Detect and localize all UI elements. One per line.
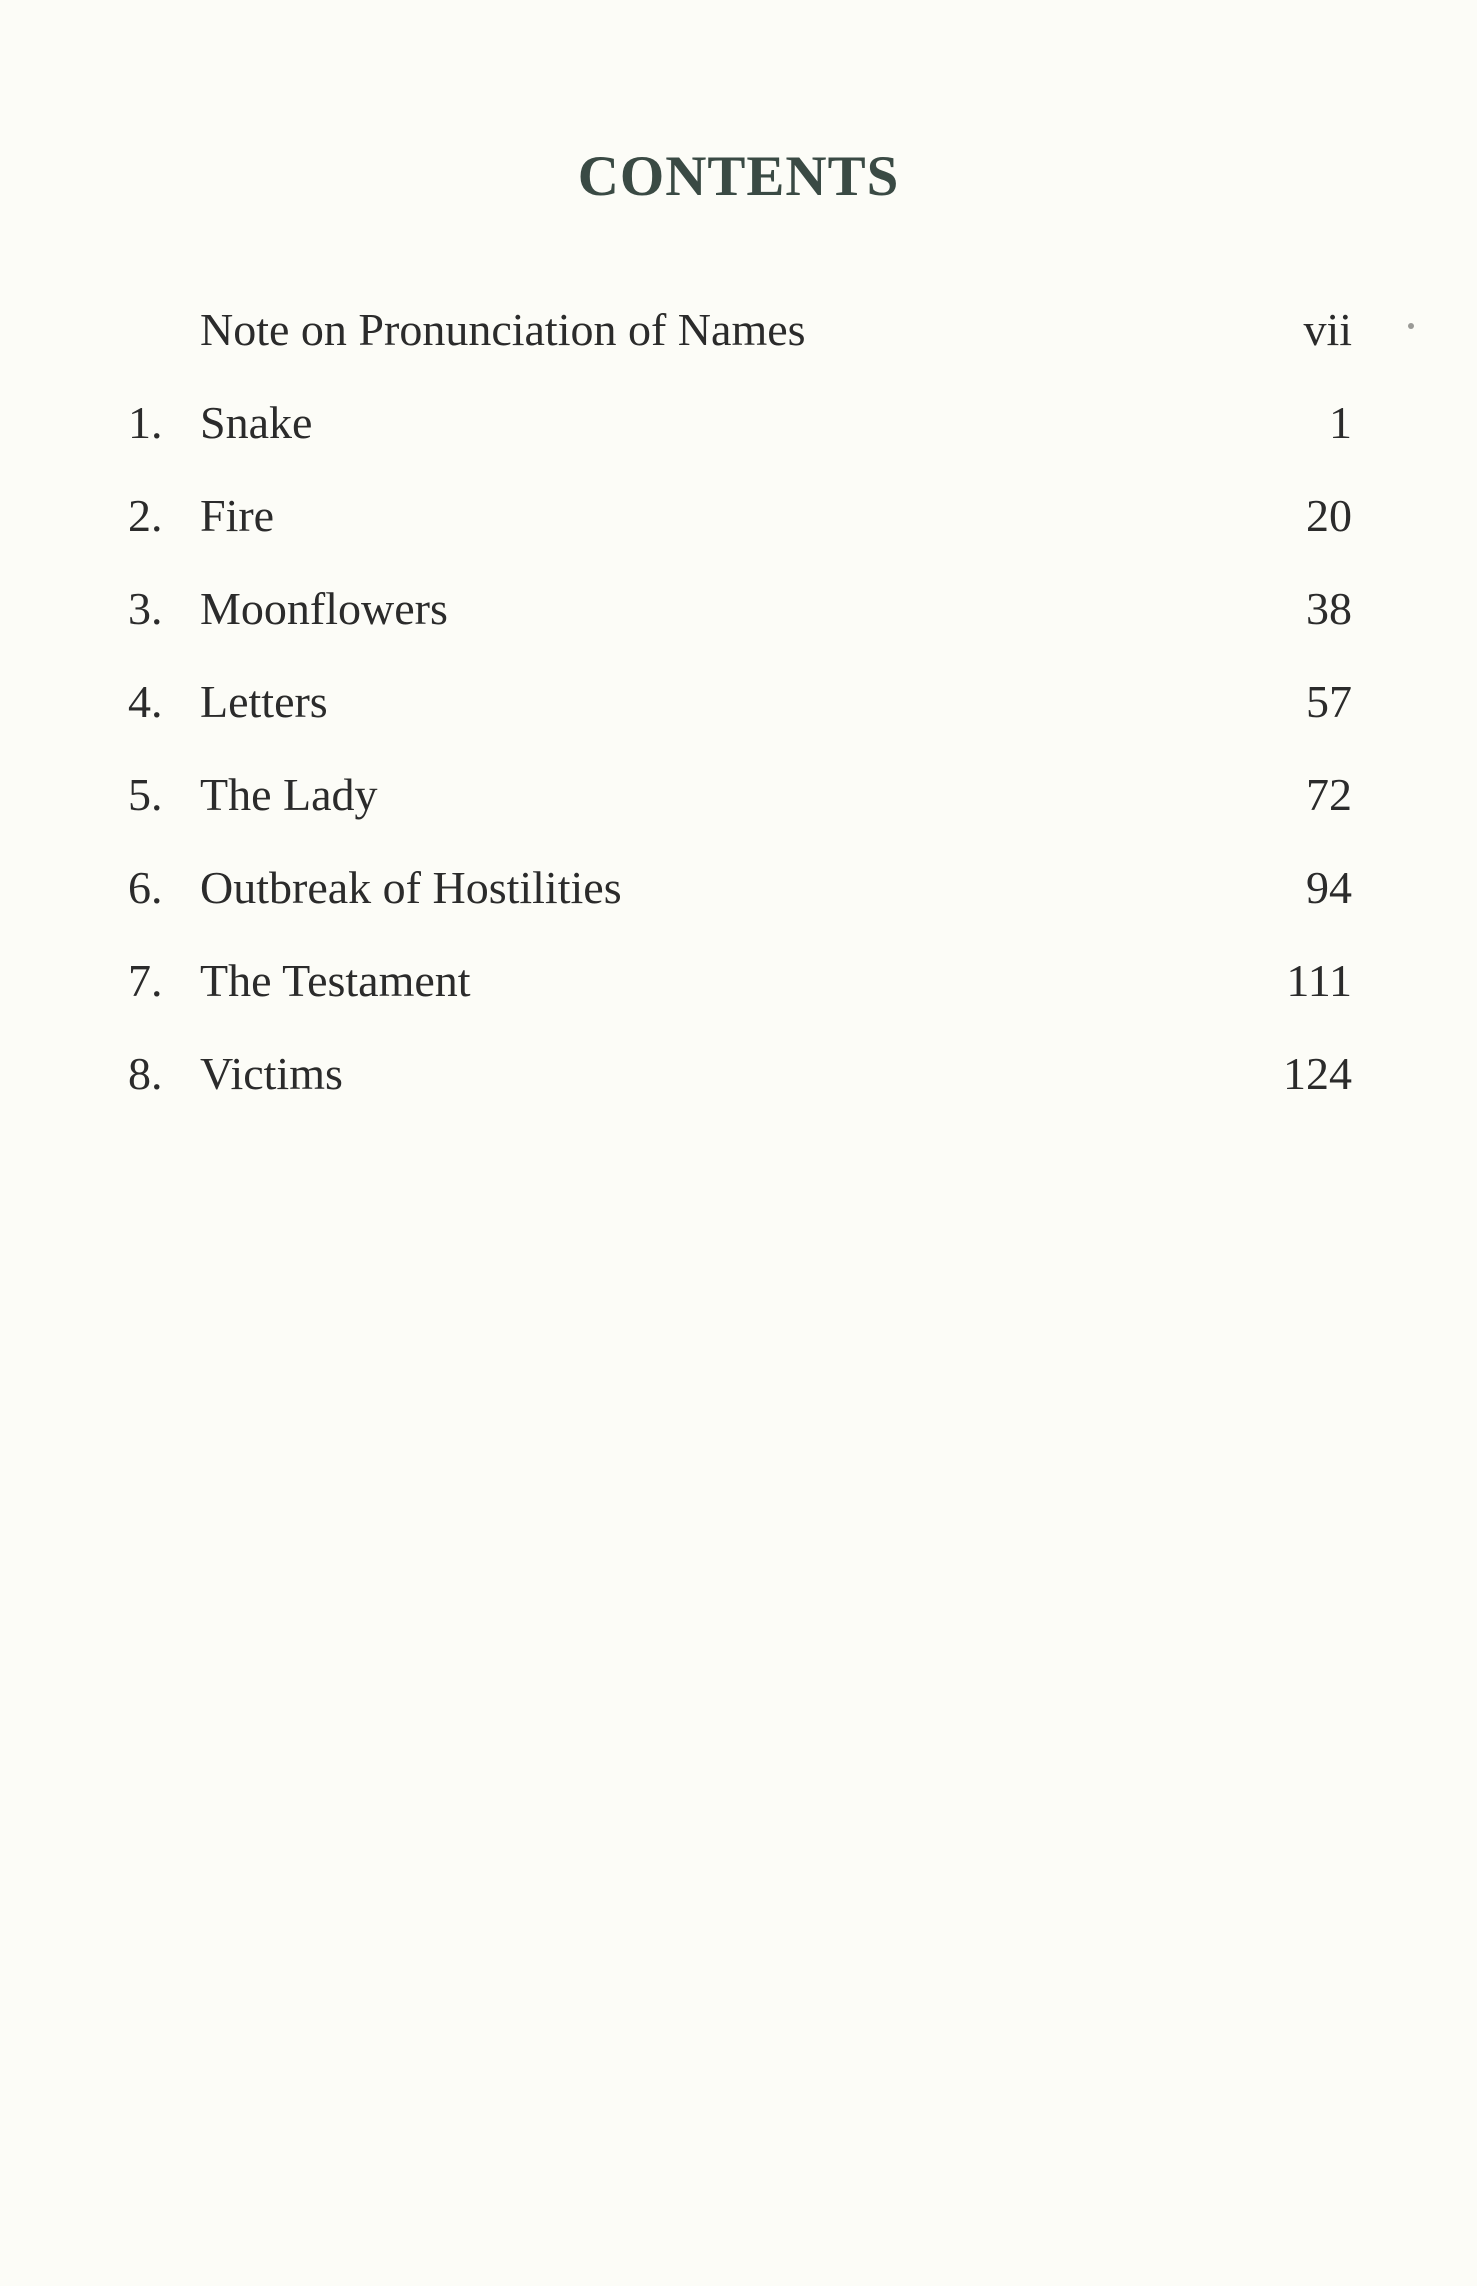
toc-entry-number: 6. xyxy=(128,862,163,913)
toc-entry-number: 1. xyxy=(128,397,163,448)
toc-entry-7 xyxy=(0,946,1477,1016)
scan-speck xyxy=(1408,323,1414,329)
toc-entry-page: 124 xyxy=(1283,1048,1352,1099)
toc-entry-4 xyxy=(0,667,1477,737)
toc-entry-page: vii xyxy=(1303,304,1352,355)
toc-entry-3 xyxy=(0,574,1477,644)
toc-entry-title: Victims xyxy=(200,1048,343,1099)
toc-entry-title: Outbreak of Hostilities xyxy=(200,862,622,913)
toc-entry-title: Snake xyxy=(200,397,313,448)
page-title: CONTENTS xyxy=(577,145,900,208)
toc-entry-number: 3. xyxy=(128,583,163,634)
toc-entry-2 xyxy=(0,481,1477,551)
toc-entry-page: 38 xyxy=(1306,583,1352,634)
toc-entry-number: 2. xyxy=(128,490,163,541)
toc-entry-page: 94 xyxy=(1306,862,1352,913)
toc-entry-note xyxy=(0,295,1477,365)
toc-entry-page: 111 xyxy=(1286,955,1352,1006)
toc-entry-number: 7. xyxy=(128,955,163,1006)
toc-entry-title: Fire xyxy=(200,490,275,541)
toc-entry-number: 4. xyxy=(128,676,163,727)
toc-entry-page: 20 xyxy=(1306,490,1352,541)
toc-entry-number: 8. xyxy=(128,1048,163,1099)
toc-entry-page: 72 xyxy=(1306,769,1352,820)
toc-entry-title: Note on Pronunciation of Names xyxy=(200,304,806,355)
toc-entry-page: 57 xyxy=(1306,676,1352,727)
toc-entry-title: Moonflowers xyxy=(200,583,448,634)
toc-entry-page: 1 xyxy=(1329,397,1352,448)
toc-entry-title: The Testament xyxy=(200,955,471,1006)
toc-entry-6 xyxy=(0,853,1477,923)
toc-entry-5 xyxy=(0,760,1477,830)
toc-entry-number: 5. xyxy=(128,769,163,820)
toc-entry-title: The Lady xyxy=(200,769,378,820)
toc-entry-1 xyxy=(0,388,1477,458)
toc-entry-title: Letters xyxy=(200,676,328,727)
toc-entry-8 xyxy=(0,1039,1477,1109)
